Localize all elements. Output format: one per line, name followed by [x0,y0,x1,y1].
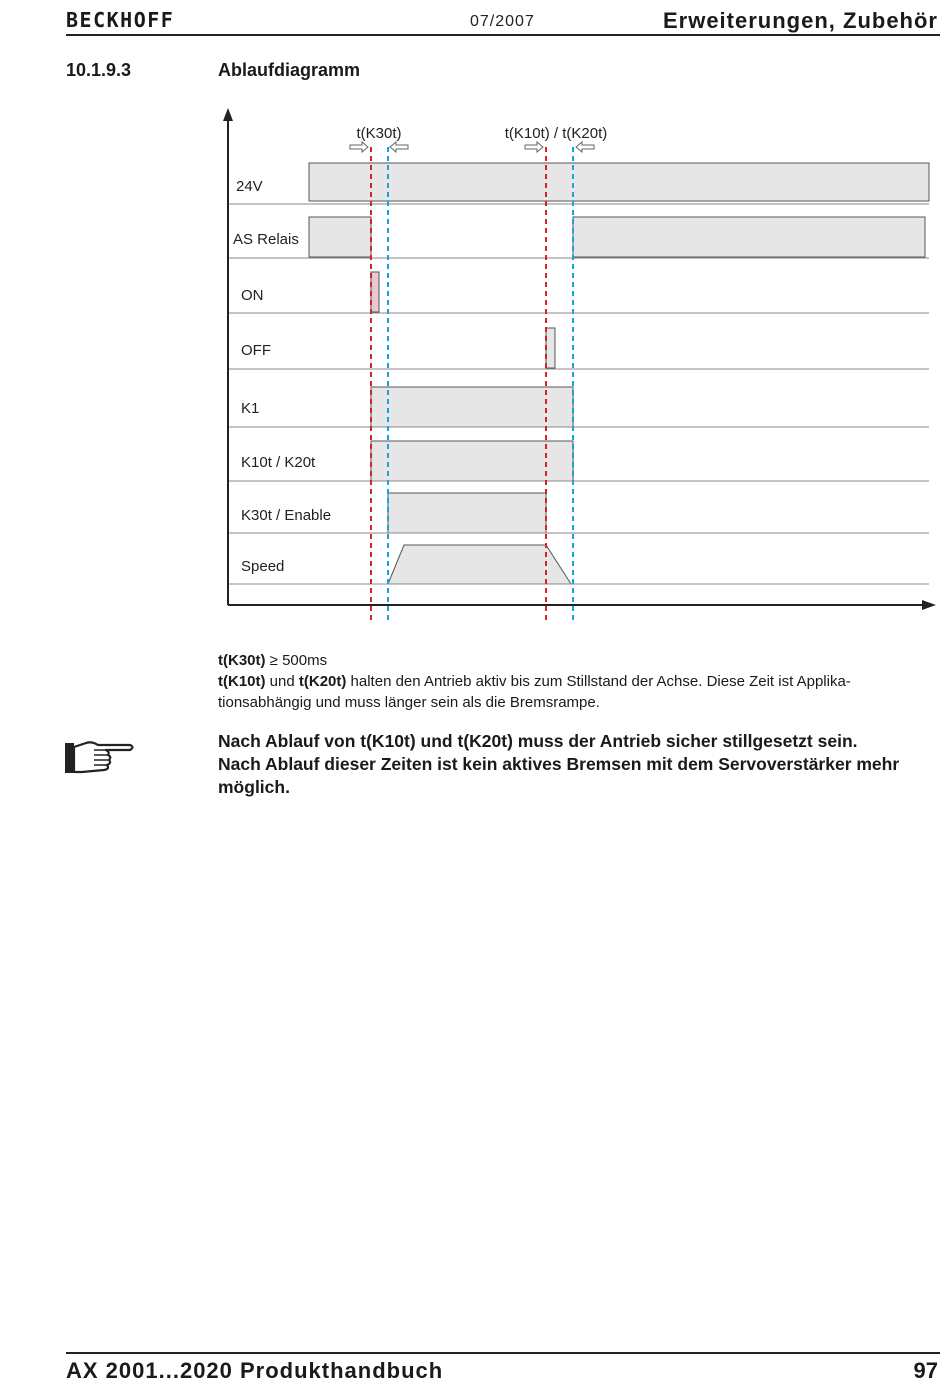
signal-label-speed: Speed [241,558,285,575]
note-line-3: tionsabhängig und muss länger sein als die Bremsrampe. [218,694,600,711]
signal-label-24v: 24V [236,178,263,195]
note-line-2: t(K10t) und t(K20t) halten den Antrieb aktiv bis zum Stillstand der Achse. Diese Zeit ist Applika- [218,673,851,690]
bar-k10t-k20t [371,441,573,481]
arrow-left-icon [576,142,594,152]
signal-label-k1: K1 [241,400,260,417]
signal-label-k10t-k20t: K10t / K20t [241,454,316,471]
signal-label-k30t-enable: K30t / Enable [241,507,332,524]
chapter-title: Erweiterungen, Zubehör [662,8,938,33]
time-label-k10t-k20t: t(K10t) / t(K20t) [504,125,608,142]
note-line-1: t(K30t) ≥ 500ms [218,652,328,669]
arrow-right-icon [350,142,368,152]
document-date: 07/2007 [470,13,535,30]
interval-arrows [350,142,594,152]
signal-label-as-relais: AS Relais [233,231,299,248]
timing-diagram [200,100,945,630]
brand-logo: BECKHOFF [66,8,175,32]
timing-notes [218,650,918,713]
bar-as-relais-1 [309,217,371,257]
safety-warning [218,730,938,799]
header-rule [66,34,940,36]
signal-label-off: OFF [241,342,271,359]
arrow-left-icon [390,142,408,152]
pulse-off [546,328,555,368]
section-number: 10.1.9.3 [66,60,132,80]
footer-manual-title: AX 2001...2020 Produkthandbuch [66,1358,444,1383]
section-title: Ablaufdiagramm [218,60,361,80]
row-separators [228,204,929,584]
bar-k1 [371,387,573,427]
footer-rule [66,1352,940,1354]
signal-label-on: ON [241,287,264,304]
signal-bars [309,163,929,584]
speed-ramp [388,545,571,584]
pulse-on [371,272,379,312]
page-number: 97 [913,1358,938,1383]
bar-24v [309,163,929,201]
arrow-right-icon [525,142,543,152]
warning-line-3: möglich. [218,777,290,797]
bar-as-relais-2 [573,217,925,257]
bar-k30t-enable [388,493,546,533]
time-label-k30t: t(K30t) [356,125,402,142]
warning-line-2: Nach Ablauf dieser Zeiten ist kein aktives Bremsen mit dem Servoverstärker mehr [218,754,900,774]
warning-line-1: Nach Ablauf von t(K10t) und t(K20t) muss der Antrieb sicher stillgesetzt sein. [218,731,858,751]
pointing-hand-icon [64,738,136,778]
